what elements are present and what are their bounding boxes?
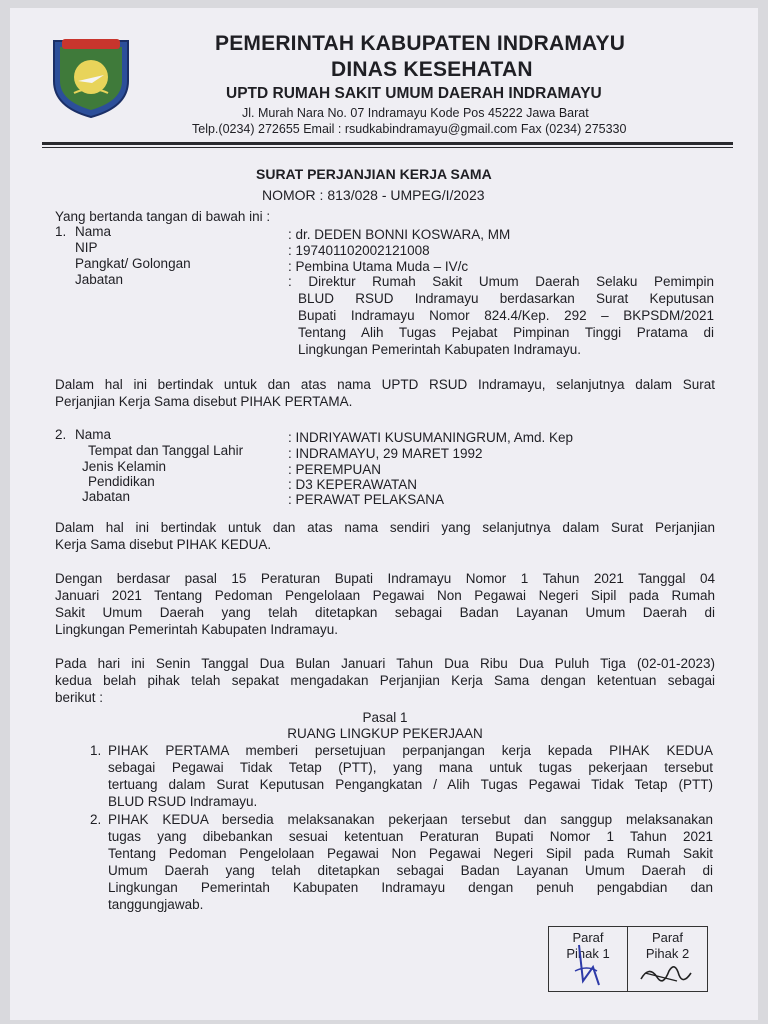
date-paragraph-line-2: kedua belah pihak telah sepakat mengadakan Perjanjian Kerja Sama dengan ketentuan sebagai bbox=[55, 673, 715, 688]
document-title: SURAT PERJANJIAN KERJA SAMA bbox=[256, 166, 492, 182]
party2-paragraph-line-2: Kerja Sama disebut PIHAK KEDUA. bbox=[55, 537, 272, 552]
document-number: NOMOR : 813/028 - UMPEG/I/2023 bbox=[262, 187, 485, 203]
party1-position-line-4: Tentang Alih Tugas Pejabat Pimpinan Tinggi Pratama di bbox=[298, 325, 714, 340]
item-2-line-1: PIHAK KEDUA bersedia melaksanakan pekerjaan tersebut dan sanggup melaksanakan bbox=[108, 812, 713, 827]
item-2-line-4: Umum Daerah yang telah ditetapkan sebagai Badan Layanan Umum Daerah di bbox=[108, 863, 713, 878]
basis-paragraph-line-4: Lingkungan Pemerintah Kabupaten Indramayu. bbox=[55, 622, 338, 637]
letterhead-rule-thick bbox=[42, 142, 733, 145]
letterhead-rule-thin bbox=[42, 147, 733, 148]
date-paragraph-line-1: Pada hari ini Senin Tanggal Dua Bulan Januari Tahun Dua Ribu Dua Puluh Tiga (02-01-2023) bbox=[55, 656, 715, 671]
item-1-line-4: BLUD RSUD Indramayu. bbox=[108, 794, 258, 809]
item-2-line-5: Lingkungan Pemerintah Kabupaten Indramayu dengan penuh pengabdian dan bbox=[108, 880, 713, 895]
item-2-line-6: tanggungjawab. bbox=[108, 897, 204, 912]
item-2-line-2: tugas yang dibebankan sesuai ketentuan Peraturan Bupati Nomor 1 Tahun 2021 bbox=[108, 829, 713, 844]
party2-number: 2. bbox=[55, 427, 67, 442]
initials-sublabel-party1: Pihak 1 bbox=[566, 946, 610, 961]
party2-gender-label: Jenis Kelamin bbox=[82, 459, 167, 474]
item-1-number: 1. bbox=[90, 743, 102, 758]
party1-number: 1. bbox=[55, 224, 67, 239]
regency-logo bbox=[48, 35, 134, 119]
party1-name-value: : dr. DEDEN BONNI KOSWARA, MM bbox=[288, 227, 511, 242]
initials-label-party1: Paraf bbox=[572, 930, 604, 945]
party1-position-line-5: Lingkungan Pemerintah Kabupaten Indramayu. bbox=[298, 342, 581, 357]
item-1-line-3: tertuang dalam Surat Keputusan Pengangkatan / Alih Tugas Pegawai Tidak Tetap (PTT) bbox=[108, 777, 713, 792]
letterhead-contact: Telp.(0234) 272655 Email : rsudkabindramayu@gmail.com Fax (0234) 275330 bbox=[192, 122, 627, 136]
party1-nip-value: : 197401102002121008 bbox=[288, 243, 430, 258]
party1-name-label: Nama bbox=[75, 224, 112, 239]
party2-education-label: Pendidikan bbox=[88, 474, 155, 489]
initials-label-party2: Paraf bbox=[651, 930, 684, 945]
party2-birth-label: Tempat dan Tanggal Lahir bbox=[88, 443, 244, 458]
party2-initial-mark bbox=[637, 959, 697, 989]
party2-birth-value: : INDRAMAYU, 29 MARET 1992 bbox=[288, 446, 483, 461]
item-1-line-1: PIHAK PERTAMA memberi persetujuan perpanjangan kerja kepada PIHAK KEDUA bbox=[108, 743, 713, 758]
party2-position-value: : PERAWAT PELAKSANA bbox=[288, 492, 445, 507]
party1-rank-value: : Pembina Utama Muda – IV/c bbox=[288, 259, 469, 274]
party1-position-label: Jabatan bbox=[75, 272, 124, 287]
basis-paragraph-line-1: Dengan berdasar pasal 15 Peraturan Bupati Indramayu Nomor 1 Tahun 2021 Tanggal 04 bbox=[55, 571, 715, 586]
party2-position-label: Jabatan bbox=[82, 489, 131, 504]
party1-nip-label: NIP bbox=[75, 240, 98, 255]
party1-paragraph-line-2: Perjanjian Kerja Sama disebut PIHAK PERTAMA. bbox=[55, 394, 353, 409]
letterhead-department: DINAS KESEHATAN bbox=[331, 58, 533, 81]
item-2-line-3: Tentang Pedoman Pengelolaan Pegawai Non Pegawai Negeri Sipil pada Rumah Sakit bbox=[108, 846, 713, 861]
date-paragraph-line-3: berikut : bbox=[55, 690, 104, 705]
party1-position-line-2: BLUD RSUD Indramayu berdasarkan Surat Keputusan bbox=[298, 291, 714, 306]
item-2-number: 2. bbox=[90, 812, 102, 827]
letterhead-address: Jl. Murah Nara No. 07 Indramayu Kode Pos 45222 Jawa Barat bbox=[242, 106, 589, 120]
party1-position-line-1: : Direktur Rumah Sakit Umum Daerah Selaku Pemimpin bbox=[288, 274, 714, 289]
intro-text: Yang bertanda tangan di bawah ini : bbox=[55, 209, 271, 224]
letterhead-government: PEMERINTAH KABUPATEN INDRAMAYU bbox=[215, 32, 626, 55]
article-subtitle: RUANG LINGKUP PEKERJAAN bbox=[287, 726, 483, 741]
party1-paragraph-line-1: Dalam hal ini bertindak untuk dan atas nama UPTD RSUD Indramayu, selanjutnya dalam Surat bbox=[55, 377, 715, 392]
initials-sublabel-party2: Pihak 2 bbox=[645, 946, 690, 961]
party1-initial-mark bbox=[569, 941, 609, 989]
party2-education-value: : D3 KEPERAWATAN bbox=[288, 477, 418, 492]
party1-rank-label: Pangkat/ Golongan bbox=[75, 256, 191, 271]
party2-name-label: Nama bbox=[75, 427, 112, 442]
article-title: Pasal 1 bbox=[362, 710, 408, 725]
party2-name-value: : INDRIYAWATI KUSUMANINGRUM, Amd. Kep bbox=[288, 430, 574, 445]
letterhead-hospital: UPTD RUMAH SAKIT UMUM DAERAH INDRAMAYU bbox=[226, 85, 602, 102]
item-1-line-2: sebagai Pegawai Tidak Tetap (PTT), yang mana untuk tugas pekerjaan tersebut bbox=[108, 760, 713, 775]
party2-gender-value: : PEREMPUAN bbox=[288, 462, 382, 477]
basis-paragraph-line-3: Sakit Umum Daerah yang telah ditetapkan sebagai Badan Layanan Umum Daerah di bbox=[55, 605, 715, 620]
party2-paragraph-line-1: Dalam hal ini bertindak untuk dan atas nama sendiri yang selanjutnya dalam Surat Perjanjian bbox=[55, 520, 715, 535]
initials-box bbox=[548, 926, 708, 992]
basis-paragraph-line-2: Januari 2021 Tentang Pedoman Pengelolaan Pegawai Non Pegawai Negeri Sipil pada Rumah bbox=[55, 588, 715, 603]
party1-position-line-3: Bupati Indramayu Nomor 824.4/Kep. 292 – BKPSDM/2021 bbox=[298, 308, 714, 323]
